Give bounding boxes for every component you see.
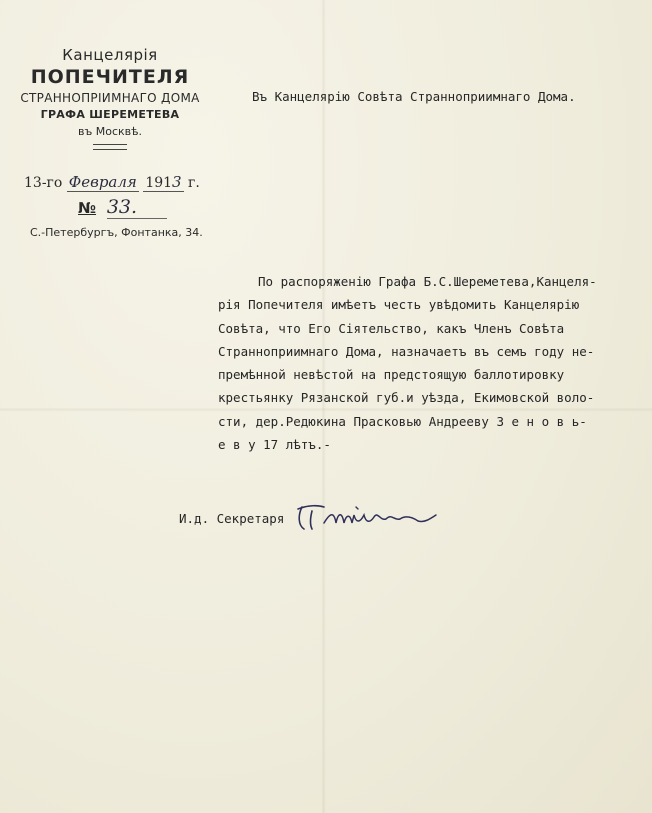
office-address: С.-Петербургъ, Фонтанка, 34.: [30, 226, 203, 239]
number-value: 33.: [107, 196, 167, 219]
date-day: 13-го: [24, 175, 63, 191]
ornament-divider: [93, 144, 127, 150]
letterhead-office: Канцелярія: [62, 46, 158, 64]
letterhead-city: въ Москвѣ.: [77, 125, 143, 138]
number-sign: №: [78, 199, 97, 217]
body-line: Странноприимнаго Дома, назначаетъ въ семъ году не-: [218, 343, 595, 359]
date-year: 1913: [145, 173, 182, 191]
signatory-title: И.д. Секретаря: [179, 510, 285, 526]
body-line: крестьянку Рязанской губ.и уѣзда, Екимовской воло-: [218, 390, 595, 406]
letterhead: [20, 46, 200, 150]
addressee-line: Въ Канцелярію Совѣта Странноприимнаго Дома.: [252, 89, 576, 104]
body-line: Совѣта, что Его Сіятельство, какъ Членъ Совѣта: [218, 320, 565, 336]
handwritten-signature: [294, 501, 444, 535]
signature-block: [179, 501, 444, 535]
letter-body: [218, 270, 648, 456]
letterhead-house: СТРАННОПРІИМНАГО ДОМА: [20, 91, 200, 105]
document-number: [78, 196, 167, 218]
body-line: По распоряженію Графа Б.С.Шереметева,Канцеля-: [258, 274, 597, 289]
body-line: премѣнной невѣстой на предстоящую баллотировку: [218, 367, 565, 383]
letterhead-trustee: ПОПЕЧИТЕЛЯ: [30, 66, 190, 88]
date-suffix: г.: [188, 175, 200, 191]
body-line: е в у 17 лѣтъ.-: [218, 437, 331, 453]
letterhead-count: ГРАФА ШЕРЕМЕТЕВА: [40, 108, 180, 121]
body-line: сти, дер.Редюкина Прасковью Андрееву З е н о в ь-: [218, 413, 587, 429]
body-line: рія Попечителя имѣетъ честь увѣдомить Канцелярію: [218, 297, 580, 313]
date-month: Февраля: [68, 173, 137, 191]
date-line: [24, 173, 200, 191]
